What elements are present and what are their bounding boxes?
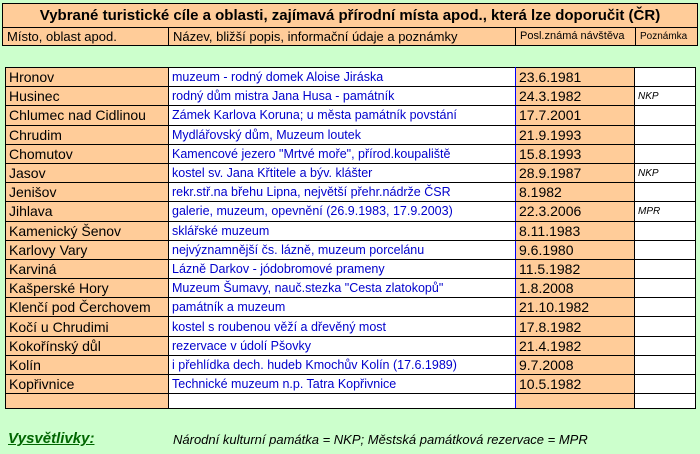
table-row xyxy=(6,240,696,259)
last-visit-cell: 17.7.2001 xyxy=(516,106,635,125)
last-visit-cell: 9.6.1980 xyxy=(516,240,635,259)
description-cell: nejvýznamnější čs. lázně, muzeum porcelánu xyxy=(169,240,516,259)
table-row xyxy=(6,259,696,278)
empty-description-cell xyxy=(169,394,516,409)
description-cell: kostel s roubenou věží a dřevěný most xyxy=(169,317,516,336)
table-row xyxy=(6,144,696,163)
note-cell: NKP xyxy=(635,163,696,182)
place-cell: Hronov xyxy=(6,68,169,87)
place-cell: Kolín xyxy=(6,355,169,374)
place-cell: Kokořínský důl xyxy=(6,336,169,355)
legend-title: Vysvětlivky: xyxy=(8,430,95,447)
note-cell xyxy=(635,279,696,298)
note-cell xyxy=(635,336,696,355)
description-cell: Lázně Darkov - jódobromové prameny xyxy=(169,259,516,278)
last-visit-cell: 21.4.1982 xyxy=(516,336,635,355)
description-cell: rezervace v údolí Pšovky xyxy=(169,336,516,355)
table-row xyxy=(6,106,696,125)
last-visit-cell: 23.6.1981 xyxy=(516,68,635,87)
table-row xyxy=(6,336,696,355)
empty-last-visit-cell xyxy=(516,394,635,409)
place-cell: Karlovy Vary xyxy=(6,240,169,259)
last-visit-cell: 9.7.2008 xyxy=(516,355,635,374)
description-cell: i přehlídka dech. hudeb Kmochův Kolín (17.6.1989) xyxy=(169,355,516,374)
place-cell: Kočí u Chrudimi xyxy=(6,317,169,336)
last-visit-cell: 1.8.2008 xyxy=(516,279,635,298)
description-cell: Kamencové jezero "Mrtvé moře", přírod.koupaliště xyxy=(169,144,516,163)
place-cell: Kašperské Hory xyxy=(6,279,169,298)
place-cell: Kopřivnice xyxy=(6,375,169,394)
description-cell: Zámek Karlova Koruna; u města památník povstání xyxy=(169,106,516,125)
note-cell: NKP xyxy=(635,87,696,106)
table-row xyxy=(6,163,696,182)
place-cell: Husinec xyxy=(6,87,169,106)
description-cell: sklářské muzeum xyxy=(169,221,516,240)
place-cell: Kamenický Šenov xyxy=(6,221,169,240)
note-cell xyxy=(635,240,696,259)
table-row xyxy=(6,317,696,336)
table-row xyxy=(6,279,696,298)
place-cell: Chomutov xyxy=(6,144,169,163)
table-row xyxy=(6,202,696,221)
note-cell xyxy=(635,68,696,87)
last-visit-cell: 10.5.1982 xyxy=(516,375,635,394)
last-visit-cell: 15.8.1993 xyxy=(516,144,635,163)
legend-text: Národní kulturní památka = NKP; Městská památková rezervace = MPR xyxy=(173,432,588,447)
description-cell: památník a muzeum xyxy=(169,298,516,317)
place-cell: Jenišov xyxy=(6,183,169,202)
place-cell: Chrudim xyxy=(6,125,169,144)
place-cell: Klenčí pod Čerchovem xyxy=(6,298,169,317)
last-visit-cell: 17.8.1982 xyxy=(516,317,635,336)
table-row xyxy=(6,125,696,144)
table-header xyxy=(2,3,698,46)
description-cell: rodný dům mistra Jana Husa - památník xyxy=(169,87,516,106)
last-visit-cell: 21.10.1982 xyxy=(516,298,635,317)
last-visit-cell: 11.5.1982 xyxy=(516,259,635,278)
description-cell: galerie, muzeum, opevnění (26.9.1983, 17.9.2003) xyxy=(169,202,516,221)
legend xyxy=(8,430,688,450)
last-visit-cell: 21.9.1993 xyxy=(516,125,635,144)
column-header-note: Poznámka xyxy=(640,31,688,42)
note-cell xyxy=(635,375,696,394)
table-row xyxy=(6,68,696,87)
description-cell: Muzeum Šumavy, nauč.stezka "Cesta zlatokopů" xyxy=(169,279,516,298)
description-cell: kostel sv. Jana Křtitele a býv. klášter xyxy=(169,163,516,182)
empty-note-cell xyxy=(635,394,696,409)
place-cell: Jihlava xyxy=(6,202,169,221)
description-cell: muzeum - rodný domek Aloise Jiráska xyxy=(169,68,516,87)
table-row xyxy=(6,183,696,202)
note-cell xyxy=(635,106,696,125)
description-cell: Mydlářovský dům, Muzeum loutek xyxy=(169,125,516,144)
last-visit-cell: 8.1982 xyxy=(516,183,635,202)
note-cell xyxy=(635,317,696,336)
table-row xyxy=(6,375,696,394)
last-visit-cell: 22.3.2006 xyxy=(516,202,635,221)
place-cell: Karviná xyxy=(6,259,169,278)
note-cell xyxy=(635,125,696,144)
note-cell xyxy=(635,298,696,317)
last-visit-cell: 24.3.1982 xyxy=(516,87,635,106)
table-row xyxy=(6,355,696,374)
place-cell: Chlumec nad Cidlinou xyxy=(6,106,169,125)
last-visit-cell: 28.9.1987 xyxy=(516,163,635,182)
note-cell xyxy=(635,259,696,278)
note-cell xyxy=(635,355,696,374)
note-cell xyxy=(635,144,696,163)
note-cell xyxy=(635,183,696,202)
table-row xyxy=(6,87,696,106)
table-row xyxy=(6,298,696,317)
description-cell: Technické muzeum n.p. Tatra Kopřivnice xyxy=(169,375,516,394)
empty-table-row xyxy=(6,394,696,409)
note-cell: MPR xyxy=(635,202,696,221)
column-header-place: Místo, oblast apod. xyxy=(3,28,169,46)
column-header-description: Název, bližší popis, informační údaje a poznámky xyxy=(169,28,516,46)
column-header-last-visit: Posl.známá návštěva xyxy=(516,28,636,46)
table-row xyxy=(6,221,696,240)
description-cell: rekr.stř.na břehu Lipna, největší přehr.nádrže ČSR xyxy=(169,183,516,202)
destinations-table xyxy=(5,67,696,409)
empty-place-cell xyxy=(6,394,169,409)
page-title: Vybrané turistické cíle a oblasti, zajímavá přírodní místa apod., která lze doporučit (ČR) xyxy=(3,4,697,28)
place-cell: Jasov xyxy=(6,163,169,182)
note-cell xyxy=(635,221,696,240)
last-visit-cell: 8.11.1983 xyxy=(516,221,635,240)
